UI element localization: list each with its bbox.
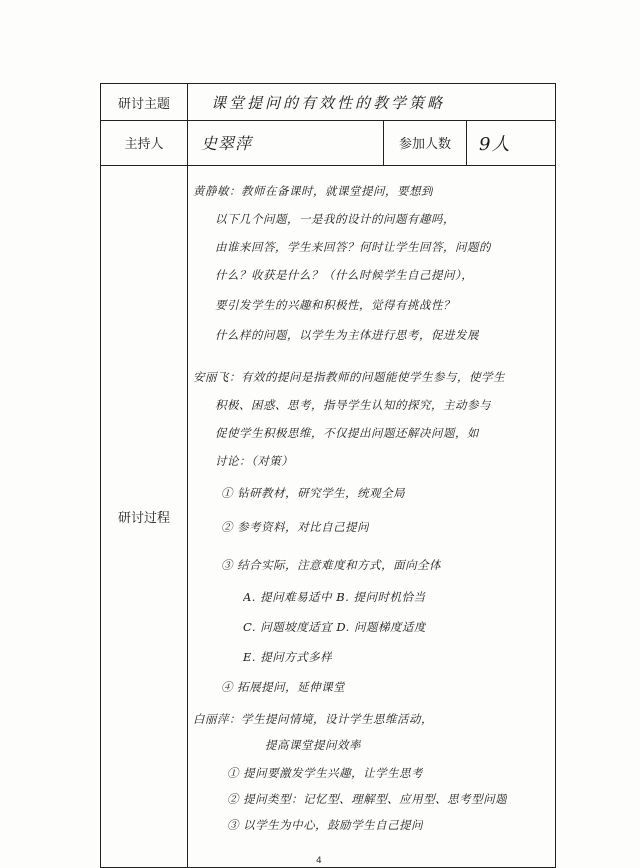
topic-label: 研讨主题 (101, 84, 188, 120)
process-label: 研讨过程 (101, 165, 188, 867)
note-line: C. 问题坡度适宜 D. 问题梯度适度 (243, 621, 426, 634)
note-line: ④ 拓展提问，延伸课堂 (221, 681, 346, 694)
host-label: 主持人 (101, 120, 188, 165)
note-line: 黄静敏：教师在备课时，就课堂提问，要想到 (193, 185, 433, 198)
participant-count-value: 9人 (479, 133, 511, 155)
note-line: ② 提问类型：记忆型、理解型、应用型、思考型问题 (227, 793, 508, 806)
note-line: 积极、困惑、思考，指导学生认知的探究，主动参与 (215, 399, 491, 412)
note-line: ① 提问要激发学生兴趣，让学生思考 (227, 767, 424, 780)
page-number: 4 (316, 856, 322, 866)
note-line: 讨论：（对策） (215, 455, 294, 468)
note-line: 提高课堂提问效率 (265, 739, 361, 752)
note-line: 白丽萍：学生提问情境，设计学生思维活动， (193, 713, 433, 726)
note-line: 促使学生积极思维，不仅提出问题还解决问题，如 (215, 427, 479, 440)
note-line: E. 提问方式多样 (243, 651, 333, 664)
note-line: 以下几个问题，一是我的设计的问题有趣吗， (215, 213, 455, 226)
discussion-record-form (100, 83, 556, 868)
note-line: A. 提问难易适中 B. 提问时机恰当 (243, 591, 426, 604)
note-line: ③ 以学生为中心，鼓励学生自己提问 (227, 819, 424, 832)
topic-row (101, 84, 555, 121)
topic-value: 课堂提问的有效性的教学策略 (211, 93, 446, 112)
note-line: ② 参考资料，对比自己提问 (221, 521, 370, 534)
handwritten-notes (193, 171, 551, 867)
host-value: 史翠萍 (201, 134, 253, 153)
note-line: 由谁来回答，学生来回答？何时让学生回答，问题的 (215, 241, 491, 254)
note-line: 什么样的问题，以学生为主体进行思考，促进发展 (215, 329, 479, 342)
note-line: 要引发学生的兴趣和积极性，觉得有挑战性？ (215, 299, 455, 312)
note-line: ① 钻研教材，研究学生，统观全局 (221, 487, 406, 500)
host-row (101, 120, 555, 166)
note-line: 什么？收获是什么？（什么时候学生自己提问）， (215, 269, 474, 282)
note-line: 安丽飞：有效的提问是指教师的问题能使学生参与，使学生 (193, 371, 505, 384)
process-row (101, 165, 555, 867)
note-line: ③ 结合实际，注意难度和方式，面向全体 (221, 559, 442, 572)
participant-count-label: 参加人数 (383, 120, 467, 165)
